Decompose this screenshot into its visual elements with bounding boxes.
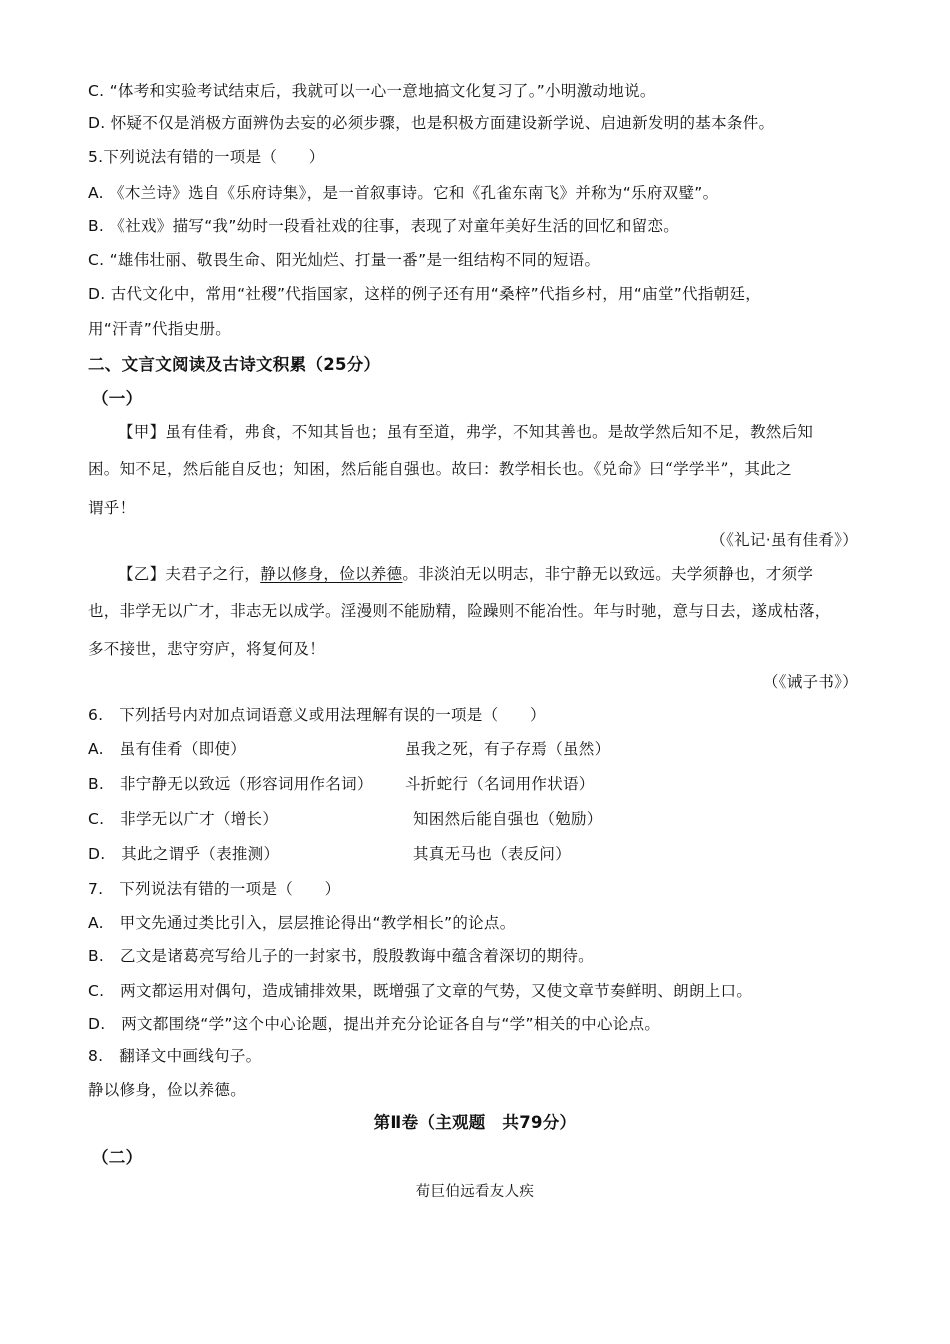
q6-option-d-right: 其真无马也（表反问） [413, 845, 572, 863]
q7-option-c: C. 两文都运用对偶句，造成铺排效果，既增强了文章的气势，又使文章节奏鲜明、朗朗上口。 [88, 982, 753, 1000]
q5-option-d-line1: D. 古代文化中，常用“社稷”代指国家，这样的例子还有用“桑梓”代指乡村，用“庙堂”代指朝廷， [88, 285, 762, 303]
q5-option-c: C. “雄伟壮丽、敬畏生命、阳光灿烂、打量一番”是一组结构不同的短语。 [88, 251, 601, 269]
q6-option-a-left: A. 虽有佳肴（即使） [88, 740, 247, 758]
q8-stem: 8. 翻译文中画线句子。 [88, 1047, 262, 1065]
q6-option-c-right: 知困然后能自强也（勉励） [413, 810, 603, 828]
passage-title: 荀巨伯远看友人疾 [415, 1184, 535, 1200]
passage-yi-line2: 也，非学无以广才，非志无以成学。淫漫则不能励精，险躁则不能冶性。年与时驰，意与日去，遂成枯落， [88, 602, 831, 620]
volume-2-title: 第Ⅱ卷（主观题 共79分） [373, 1113, 577, 1132]
q4-option-d: D. 怀疑不仅是消极方面辨伪去妄的必须步骤，也是积极方面建设新学说、启迪新发明的基本条件。 [88, 114, 775, 132]
q5-option-d-line2: 用“汗青”代指史册。 [88, 320, 232, 338]
passage-yi-line1 [118, 563, 813, 585]
q7-stem: 7. 下列说法有错的一项是（ ） [88, 880, 341, 898]
passage-jia-line3: 谓乎！ [88, 499, 136, 517]
q7-option-a: A. 甲文先通过类比引入，层层推论得出“教学相长”的论点。 [88, 914, 516, 932]
q6-option-d-left: D. 其此之谓乎（表推测） [88, 845, 280, 863]
q6-option-a-right: 虽我之死，有子存焉（虽然） [405, 740, 611, 758]
q7-option-b: B. 乙文是诸葛亮写给儿子的一封家书，殷殷教诲中蕴含着深切的期待。 [88, 947, 594, 965]
q8-sentence: 静以修身，俭以养德。 [88, 1081, 247, 1099]
q6-stem: 6. 下列括号内对加点词语意义或用法理解有误的一项是（ ） [88, 706, 546, 724]
q5-stem: 5.下列说法有错的一项是（ ） [88, 148, 325, 166]
part-1-heading: （一） [92, 389, 143, 408]
passage-yi-source: （《诫子书》） [762, 673, 858, 691]
underlined-sentence: 静以修身，俭以养德 [260, 565, 403, 583]
passage-yi-label: 【乙】夫君子之行， [118, 565, 261, 583]
q6-option-b-right: 斗折蛇行（名词用作状语） [405, 775, 595, 793]
q6-option-b-left: B. 非宁静无以致远（形容词用作名词） [88, 775, 373, 793]
passage-yi-line1-rest: 。非淡泊无以明志，非宁静无以致远。夫学须静也，才须学 [402, 565, 814, 583]
q7-option-d: D. 两文都围绕“学”这个中心论题，提出并充分论证各自与“学”相关的中心论点。 [88, 1015, 661, 1033]
q5-option-b: B. 《社戏》描写“我”幼时一段看社戏的往事，表现了对童年美好生活的回忆和留恋。 [88, 217, 680, 235]
passage-yi-line3: 多不接世，悲守穷庐，将复何及！ [88, 640, 326, 658]
passage-jia-line1: 【甲】虽有佳肴，弗食，不知其旨也；虽有至道，弗学，不知其善也。是故学然后知不足，教然后知 [118, 423, 814, 441]
q6-option-c-left: C. 非学无以广才（增长） [88, 810, 279, 828]
section-2-heading: 二、文言文阅读及古诗文积累（25分） [88, 355, 381, 374]
q5-option-a: A. 《木兰诗》选自《乐府诗集》，是一首叙事诗。它和《孔雀东南飞》并称为“乐府双璧”。 [88, 184, 719, 202]
passage-jia-source: （《礼记·虽有佳肴》） [710, 531, 858, 549]
passage-jia-line2: 困。知不足，然后能自反也；知困，然后能自强也。故曰：教学相长也。《兑命》曰“学学半”，其此之 [88, 460, 792, 478]
q4-option-c: C. “体考和实验考试结束后，我就可以一心一意地搞文化复习了。”小明激动地说。 [88, 82, 656, 100]
part-2-heading: （二） [92, 1148, 143, 1167]
